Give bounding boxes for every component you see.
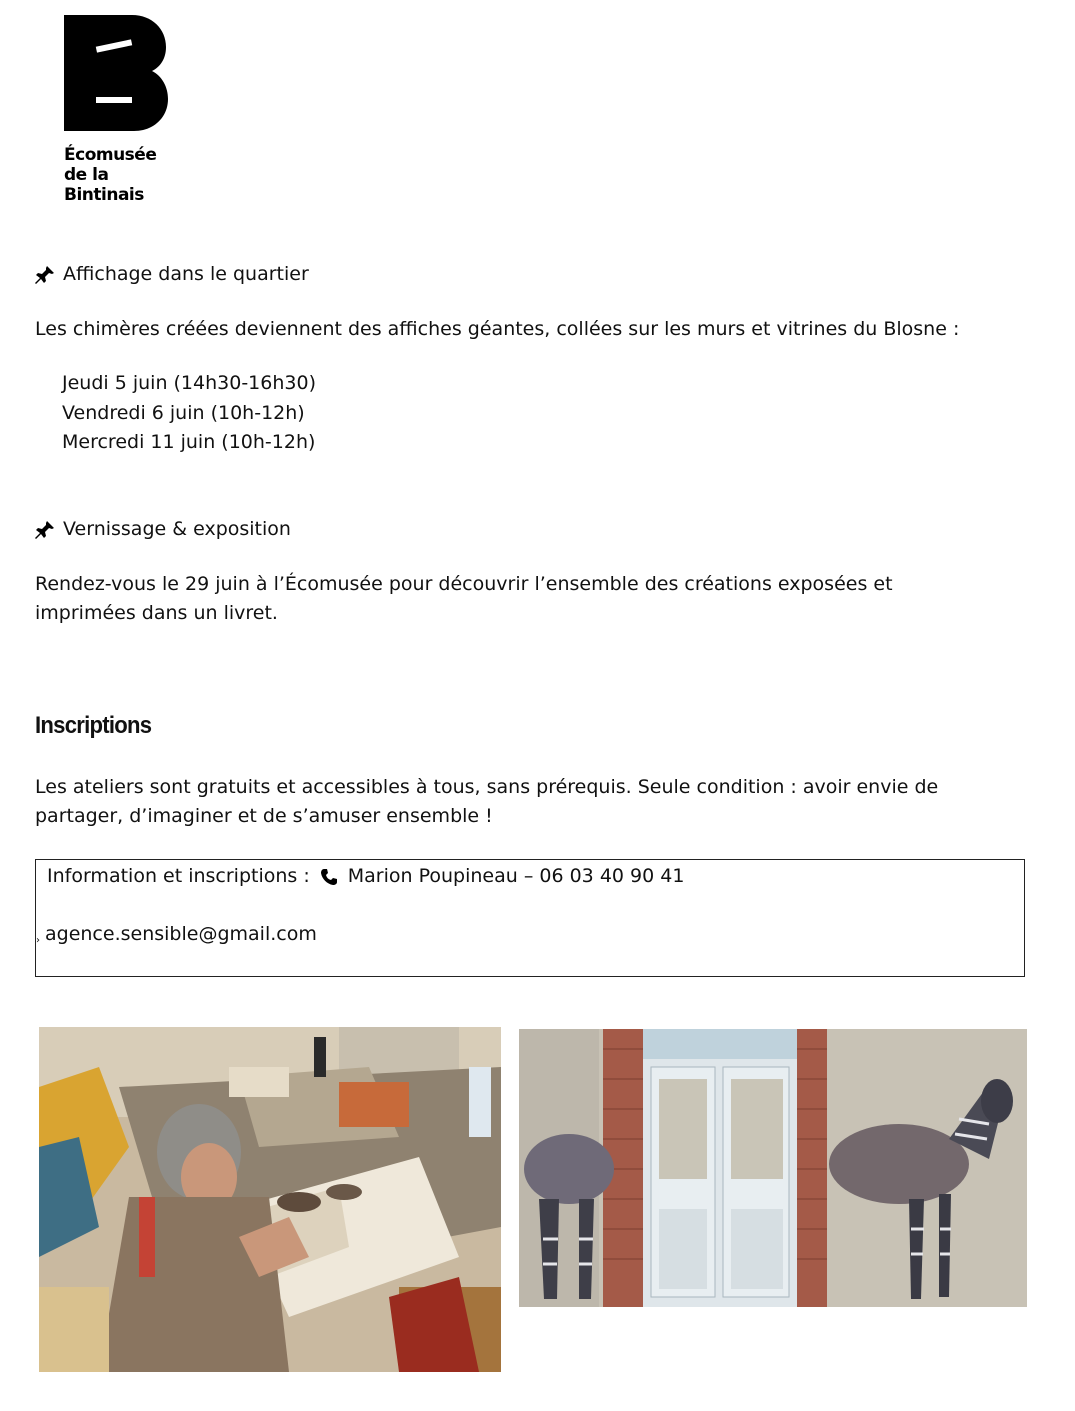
email-line — [36, 920, 317, 949]
pushpin-icon — [35, 265, 55, 285]
contact-label: Information et inscriptions : — [47, 865, 310, 887]
paragraph-line: imprimées dans un livret. — [35, 602, 278, 624]
paragraph-line: partager, d’imaginer et de s’amuser ensemble ! — [35, 805, 493, 827]
section-vernissage-heading — [35, 515, 291, 544]
section-title: Affichage dans le quartier — [63, 263, 309, 285]
workshop-photo — [39, 1027, 501, 1372]
paragraph-line: Les ateliers sont gratuits et accessibles à tous, sans prérequis. Seule condition : avoir envie de — [35, 776, 939, 798]
date-item: Vendredi 6 juin (10h-12h) — [62, 401, 305, 424]
logo-line: Bintinais — [64, 185, 144, 205]
paragraph-line: Rendez-vous le 29 juin à l’Écomusée pour découvrir l’ensemble des créations exposées et — [35, 573, 893, 595]
phone-icon — [320, 868, 338, 886]
logo-line: Écomusée — [64, 145, 157, 165]
section-title: Vernissage & exposition — [63, 518, 291, 540]
date-list — [62, 369, 316, 458]
logo-line: de la — [64, 165, 109, 185]
email-bullet-icon: › — [36, 935, 40, 946]
workshop-photo-image — [39, 1027, 501, 1372]
logo-text — [64, 145, 170, 205]
zebra-mural-image — [519, 1029, 1027, 1307]
date-item: Jeudi 5 juin (14h30-16h30) — [62, 372, 316, 394]
contact-phone[interactable]: Marion Poupineau – 06 03 40 90 41 — [347, 865, 685, 887]
section-affichage-heading — [35, 260, 309, 289]
zebra-mural-photo — [519, 1029, 1027, 1307]
contact-line — [47, 862, 684, 891]
inscriptions-heading: Inscriptions — [35, 712, 152, 739]
logo-b-mark — [64, 15, 168, 131]
ecomusee-logo — [64, 15, 170, 205]
paragraph: Les chimères créées deviennent des affiches géantes, collées sur les murs et vitrines du Blosne : — [35, 318, 960, 340]
date-item: Mercredi 11 juin (10h-12h) — [62, 431, 316, 453]
contact-email[interactable]: agence.sensible@gmail.com — [45, 923, 317, 945]
pushpin-icon — [35, 520, 55, 540]
contact-box — [35, 859, 1025, 977]
